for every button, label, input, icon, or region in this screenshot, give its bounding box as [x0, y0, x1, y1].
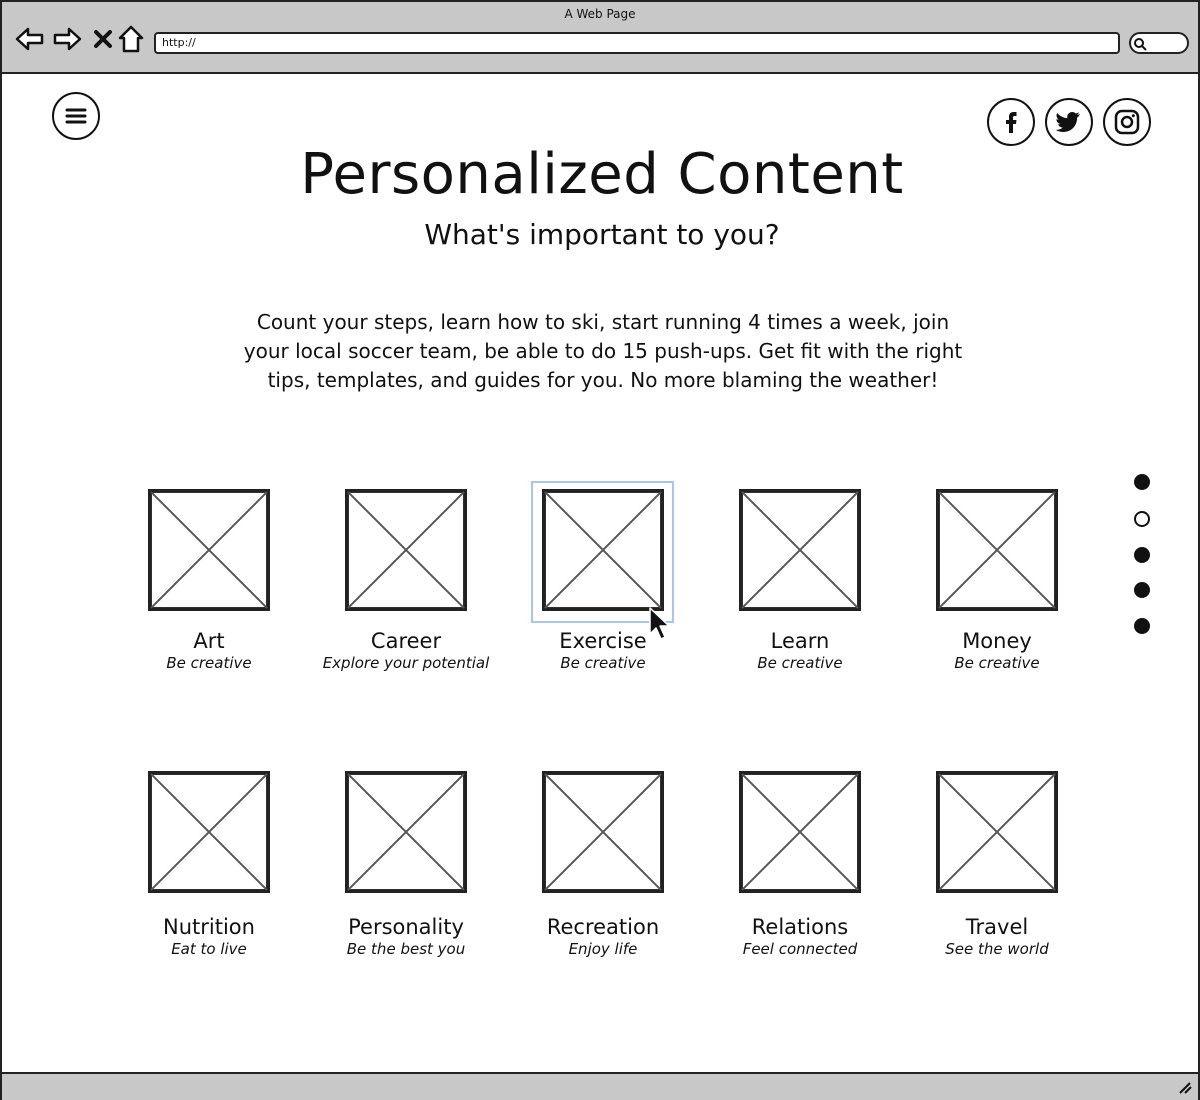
- twitter-button[interactable]: [1045, 98, 1093, 146]
- category-tagline: Be creative: [954, 654, 1040, 672]
- image-placeholder: [345, 489, 467, 611]
- image-placeholder: [542, 771, 664, 893]
- category-tile-recreation[interactable]: [503, 771, 703, 959]
- image-placeholder: [739, 771, 861, 893]
- image-placeholder: [936, 771, 1058, 893]
- category-name: Nutrition: [163, 915, 255, 939]
- forward-arrow-icon[interactable]: [52, 24, 82, 54]
- browser-search-box[interactable]: [1129, 32, 1189, 54]
- category-name: Money: [962, 629, 1032, 653]
- url-bar[interactable]: http://: [154, 32, 1120, 54]
- category-tagline: Eat to live: [171, 940, 247, 958]
- category-tagline: Be creative: [166, 654, 252, 672]
- category-tagline: Explore your potential: [322, 654, 490, 672]
- intro-line: your local soccer team, be able to do 15 push-ups. Get fit with the right: [243, 339, 963, 363]
- category-name: Exercise: [559, 629, 647, 653]
- mouse-cursor-icon: [648, 606, 674, 642]
- category-tagline: Be the best you: [346, 940, 466, 958]
- category-tile-relations[interactable]: [700, 771, 900, 959]
- image-placeholder: [542, 489, 664, 611]
- category-name: Travel: [965, 915, 1029, 939]
- category-name: Recreation: [546, 915, 660, 939]
- category-tile-learn[interactable]: [700, 489, 900, 673]
- window-title: A Web Page: [564, 7, 636, 21]
- category-tile-travel[interactable]: [897, 771, 1097, 959]
- hamburger-icon: [65, 107, 87, 125]
- category-name: Learn: [770, 629, 830, 653]
- category-tile-money[interactable]: [897, 489, 1097, 673]
- image-placeholder: [936, 489, 1058, 611]
- twitter-icon: [1056, 111, 1082, 133]
- category-tile-exercise[interactable]: [503, 489, 703, 673]
- pagination-dot[interactable]: [1134, 511, 1150, 527]
- page-subtitle: What's important to you?: [424, 218, 780, 251]
- image-placeholder: [148, 771, 270, 893]
- back-arrow-icon[interactable]: [15, 24, 45, 54]
- category-name: Art: [193, 629, 225, 653]
- browser-titlebar: [2, 2, 1198, 74]
- category-tagline: Feel connected: [742, 940, 858, 958]
- category-tagline: Be creative: [560, 654, 646, 672]
- category-tile-art[interactable]: [109, 489, 309, 673]
- image-placeholder: [739, 489, 861, 611]
- category-tagline: See the world: [945, 940, 1049, 958]
- intro-line: Count your steps, learn how to ski, start running 4 times a week, join: [256, 310, 950, 334]
- pagination-dot[interactable]: [1134, 618, 1150, 634]
- page-title: Personalized Content: [300, 142, 904, 207]
- home-icon[interactable]: [116, 24, 146, 54]
- image-placeholder: [345, 771, 467, 893]
- category-name: Career: [370, 629, 442, 653]
- pagination-dot[interactable]: [1134, 474, 1150, 490]
- pagination-dot[interactable]: [1134, 547, 1150, 563]
- resize-grip-icon[interactable]: [1176, 1080, 1192, 1094]
- category-name: Relations: [751, 915, 849, 939]
- category-tile-career[interactable]: [306, 489, 506, 673]
- category-name: Personality: [348, 915, 464, 939]
- browser-statusbar: [2, 1072, 1198, 1100]
- instagram-button[interactable]: [1103, 98, 1151, 146]
- category-tile-nutrition[interactable]: [109, 771, 309, 959]
- search-icon: [1133, 37, 1147, 51]
- facebook-button[interactable]: [987, 98, 1035, 146]
- image-placeholder: [148, 489, 270, 611]
- facebook-icon: [1001, 109, 1021, 135]
- category-tile-personality[interactable]: [306, 771, 506, 959]
- intro-line: tips, templates, and guides for you. No more blaming the weather!: [267, 368, 939, 392]
- category-tagline: Be creative: [757, 654, 843, 672]
- intro-paragraph: [212, 308, 994, 395]
- pagination-dot[interactable]: [1134, 582, 1150, 598]
- close-x-icon[interactable]: [88, 24, 118, 54]
- menu-button[interactable]: [52, 92, 100, 140]
- category-tagline: Enjoy life: [568, 940, 638, 958]
- instagram-icon: [1114, 109, 1140, 135]
